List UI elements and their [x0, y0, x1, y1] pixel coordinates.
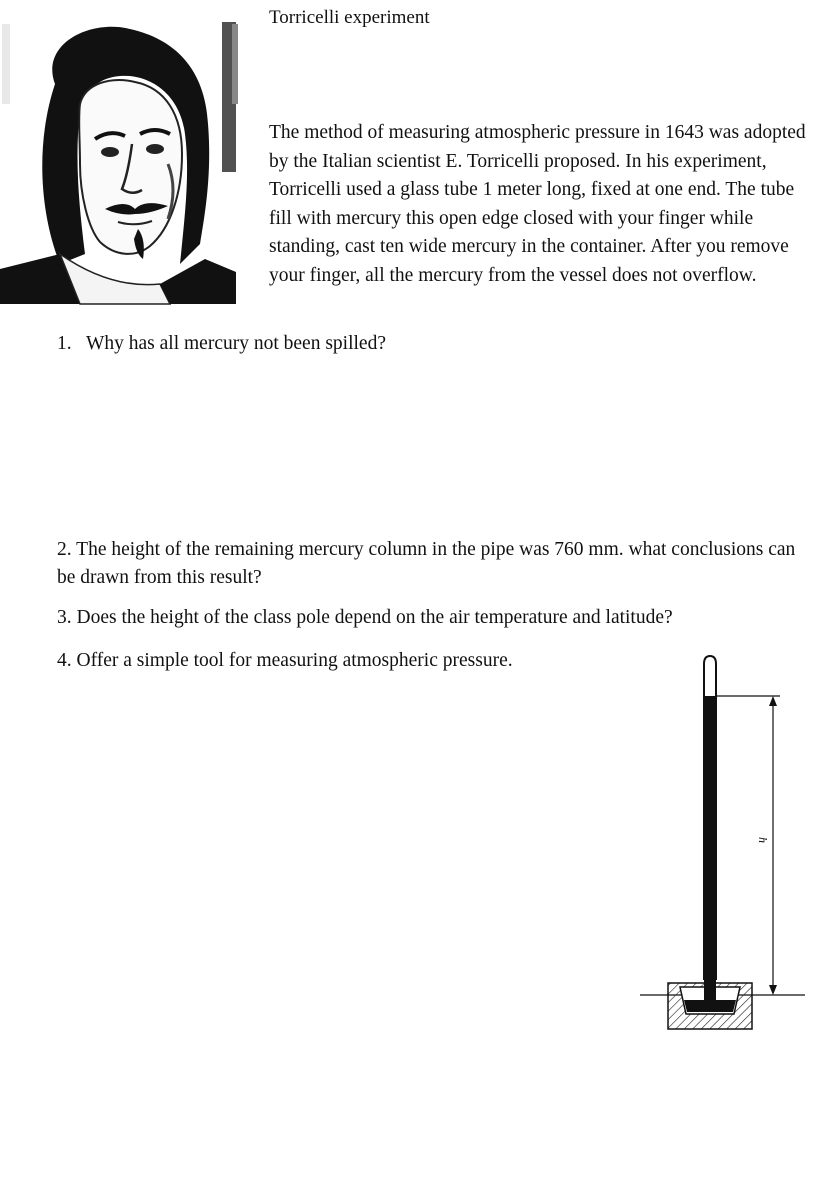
page-title: Torricelli experiment — [269, 7, 430, 28]
question-text: The height of the remaining mercury column in the pipe was 760 mm. what conclusions can be drawn from this result? — [57, 539, 796, 588]
question-text: Does the height of the class pole depend on the air temperature and latitude? — [76, 607, 673, 628]
question-text: Offer a simple tool for measuring atmospheric pressure. — [76, 650, 513, 671]
question-number: 3. — [57, 607, 72, 628]
question-number: 4. — [57, 650, 72, 671]
question-4 — [57, 647, 657, 675]
mercury-column — [704, 696, 716, 1001]
question-1 — [57, 330, 386, 358]
question-number: 2. — [57, 539, 72, 560]
question-3 — [57, 604, 807, 632]
torricelli-portrait — [0, 14, 252, 314]
question-number: 1. — [57, 333, 72, 354]
question-text: Why has all mercury not been spilled? — [86, 333, 386, 354]
barometer-diagram — [630, 650, 810, 1040]
height-label: h — [756, 837, 770, 843]
intro-paragraph: The method of measuring atmospheric pressure in 1643 was adopted by the Italian scientist E. Torricelli proposed. In his experiment, Torricelli used a glass tube 1 meter long, fixed at one end. The tube fill with mercury this open edge closed with your finger while standing, cast ten wide mercury in the container. After you remove your finger, all the mercury from the vessel does not overflow. — [269, 122, 806, 286]
question-2 — [57, 536, 797, 592]
